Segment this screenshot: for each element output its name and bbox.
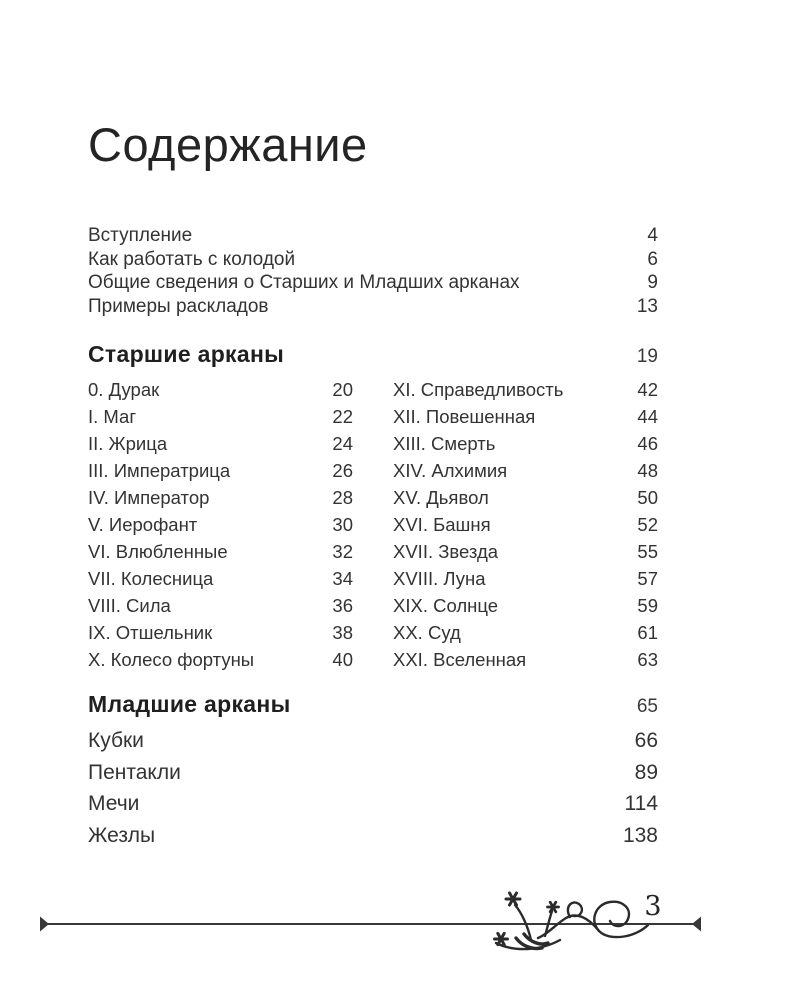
toc-row	[393, 457, 658, 484]
toc-row	[393, 646, 658, 673]
toc-entry-page-number: 55	[637, 541, 658, 563]
toc-entry-label: XVII. Звезда	[393, 541, 499, 563]
toc-entry-label: IV. Император	[88, 487, 210, 509]
toc-entry-label: Вступление	[88, 225, 193, 247]
toc-entry-label: Пентакли	[88, 760, 181, 784]
toc-entry-page-number: 40	[332, 649, 353, 671]
toc-row	[393, 511, 658, 538]
toc-entry-page-number: 42	[637, 379, 658, 401]
toc-row	[393, 565, 658, 592]
toc-row	[88, 820, 658, 852]
toc-entry-page-number: 44	[637, 406, 658, 428]
toc-entry-label: V. Иерофант	[88, 514, 198, 536]
toc-entry-page-number: 4	[647, 225, 658, 247]
rule-right-arrow-icon	[692, 917, 701, 932]
toc-entry-label: XXI. Вселенная	[393, 649, 527, 671]
toc-entry-label: XIII. Смерть	[393, 433, 496, 455]
toc-entry-label: XVIII. Луна	[393, 568, 486, 590]
toc-row	[88, 565, 353, 592]
toc-entry-page-number: 57	[637, 568, 658, 590]
major-arcana-heading-row	[88, 339, 658, 369]
toc-entry-label: XII. Повешенная	[393, 406, 536, 428]
minor-arcana-page-number: 65	[636, 696, 658, 718]
toc-row	[88, 430, 353, 457]
toc-row	[88, 788, 658, 820]
toc-entry-page-number: 26	[332, 460, 353, 482]
major-arcana-right-column	[393, 376, 658, 673]
toc-entry-page-number: 63	[637, 649, 658, 671]
toc-row	[88, 725, 658, 757]
major-arcana-columns	[88, 376, 658, 673]
page-title: Содержание	[88, 118, 368, 171]
toc-row	[88, 592, 353, 619]
toc-entry-label: XI. Справедливость	[393, 379, 564, 401]
toc-entry-page-number: 24	[332, 433, 353, 455]
toc-row	[88, 457, 353, 484]
toc-row	[88, 376, 353, 403]
toc-entry-label: XIX. Солнце	[393, 595, 499, 617]
toc-row	[88, 484, 353, 511]
toc-entry-label: Общие сведения о Старших и Младших арканах	[88, 272, 520, 294]
toc-row	[393, 484, 658, 511]
toc-row	[88, 271, 658, 295]
footer-page-number: 3	[644, 891, 662, 922]
toc-entry-label: II. Жрица	[88, 433, 168, 455]
toc-row	[88, 511, 353, 538]
toc-row	[88, 538, 353, 565]
toc-entry-page-number: 114	[624, 792, 658, 816]
major-arcana-page-number: 19	[636, 346, 658, 368]
toc-entry-page-number: 6	[647, 248, 658, 270]
toc-entry-page-number: 30	[332, 514, 353, 536]
toc-entry-page-number: 48	[637, 460, 658, 482]
toc-row	[393, 592, 658, 619]
toc-entry-label: VI. Влюбленные	[88, 541, 228, 563]
toc-entry-page-number: 13	[636, 295, 658, 317]
minor-arcana-heading: Младшие арканы	[88, 691, 291, 718]
toc-entry-label: XIV. Алхимия	[393, 460, 508, 482]
toc-entry-label: XVI. Башня	[393, 514, 491, 536]
toc-entry-label: Жезлы	[88, 823, 156, 847]
toc-content	[88, 118, 658, 851]
major-arcana-heading: Старшие арканы	[88, 341, 285, 368]
toc-entry-page-number: 28	[332, 487, 353, 509]
toc-entry-label: VII. Колесница	[88, 568, 214, 590]
toc-entry-page-number: 22	[332, 406, 353, 428]
toc-row	[88, 619, 353, 646]
toc-entry-page-number: 9	[647, 272, 658, 294]
toc-entry-page-number: 36	[332, 595, 353, 617]
footer-rule	[40, 917, 701, 932]
toc-row	[393, 619, 658, 646]
toc-row	[88, 224, 658, 248]
toc-entry-page-number: 46	[637, 433, 658, 455]
toc-entry-page-number: 89	[634, 760, 658, 784]
toc-row	[393, 430, 658, 457]
toc-entry-page-number: 59	[637, 595, 658, 617]
toc-entry-label: XV. Дьявол	[393, 487, 489, 509]
toc-entry-page-number: 20	[332, 379, 353, 401]
toc-entry-label: Мечи	[88, 792, 140, 816]
toc-entry-label: X. Колесо фортуны	[88, 649, 255, 671]
toc-row	[393, 403, 658, 430]
toc-entry-page-number: 32	[332, 541, 353, 563]
toc-entry-label: Кубки	[88, 729, 144, 753]
toc-entry-label: IX. Отшельник	[88, 622, 213, 644]
toc-entry-page-number: 50	[637, 487, 658, 509]
minor-arcana-heading-row	[88, 689, 658, 719]
toc-entry-page-number: 38	[332, 622, 353, 644]
toc-entry-page-number: 66	[634, 729, 658, 753]
toc-entry-page-number: 34	[332, 568, 353, 590]
toc-row	[393, 376, 658, 403]
toc-entry-label: I. Маг	[88, 406, 137, 428]
toc-row	[393, 538, 658, 565]
toc-entry-page-number: 52	[637, 514, 658, 536]
toc-entry-label: VIII. Сила	[88, 595, 171, 617]
toc-row	[88, 646, 353, 673]
toc-entry-label: 0. Дурак	[88, 379, 160, 401]
toc-entry-label: III. Императрица	[88, 460, 231, 482]
toc-row	[88, 295, 658, 319]
toc-entry-label: Примеры раскладов	[88, 295, 269, 317]
toc-row	[88, 248, 658, 272]
toc-row	[88, 403, 353, 430]
toc-entry-page-number: 138	[622, 823, 658, 847]
toc-row	[88, 757, 658, 789]
toc-entry-page-number: 61	[637, 622, 658, 644]
minor-arcana-list	[88, 725, 658, 851]
major-arcana-left-column	[88, 376, 353, 673]
floral-flourish-icon	[495, 893, 649, 949]
intro-entries-list	[88, 224, 658, 318]
toc-entry-label: Как работать с колодой	[88, 248, 296, 270]
rule-left-arrow-icon	[40, 917, 49, 932]
toc-entry-label: XX. Суд	[393, 622, 461, 644]
